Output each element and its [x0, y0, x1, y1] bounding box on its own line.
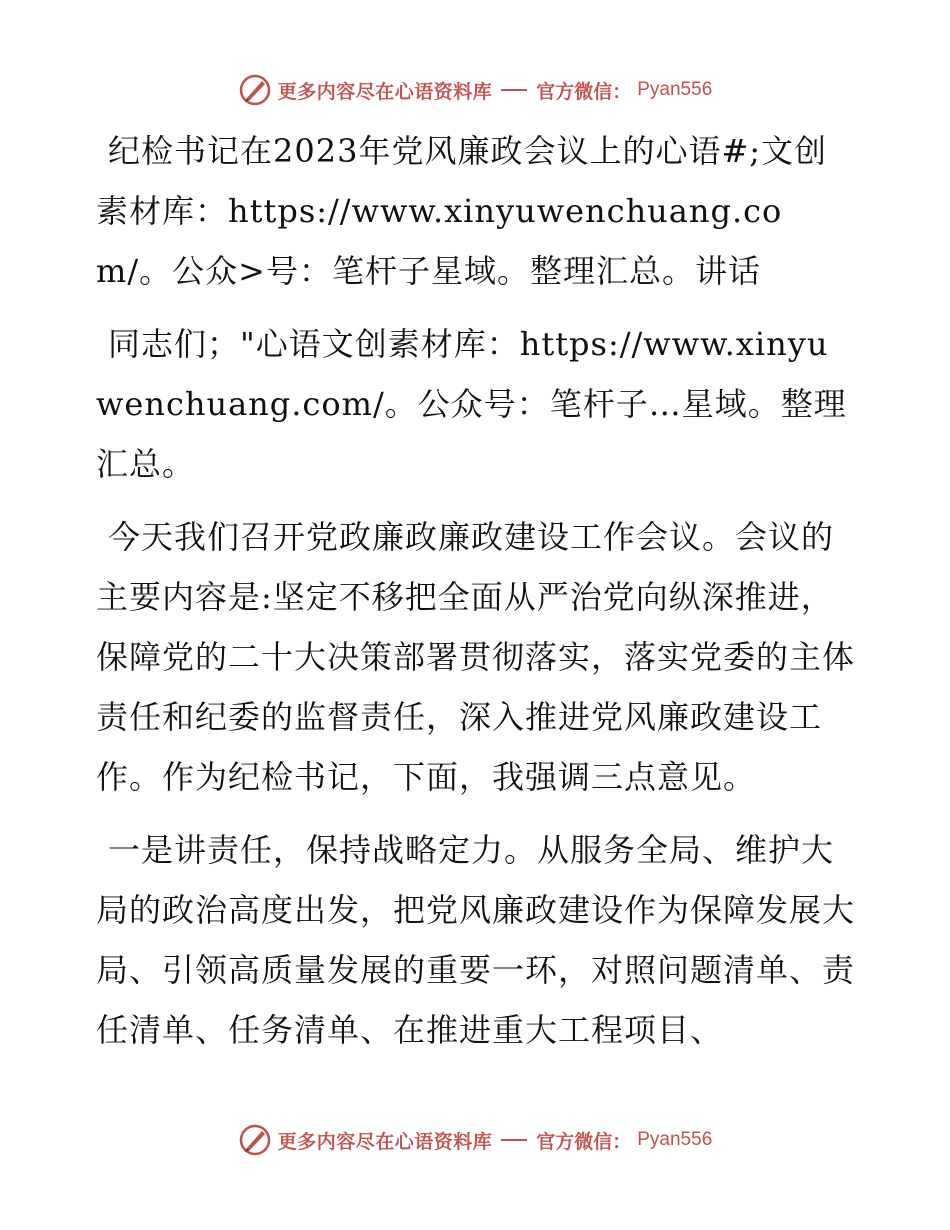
paragraph-intro: 今天我们召开党政廉政廉政建设工作会议。会议的主要内容是:坚定不移把全面从严治党向纵深推进，保障党的二十大决策部署贯彻落实，落实党委的主体责任和纪委的监督责任，深入推进党风廉政建设工作。作为纪检书记，下面，我强调三点意见。: [96, 518, 856, 796]
banner-dash: [501, 1139, 527, 1141]
banner-wechat-id: Pyan556: [637, 1129, 713, 1150]
paragraph-point-one: 一是讲责任，保持战略定力。从服务全局、维护大局的政治高度出发，把党风廉政建设作为保障发展大局、引领高质量发展的重要一环，对照问题清单、责任清单、任务清单、在推进重大工程项目、: [96, 831, 856, 1049]
paragraph-title: 纪检书记在2023年党风廉政会议上的心语#;文创素材库：https://www.xinyuwenchuang.com/。公众>号：笔杆子星域。整理汇总。讲话: [96, 132, 828, 290]
paragraph-greeting: 同志们；"心语文创素材库：https://www.xinyuwenchuang.com/。公众号：笔杆子…星域。整理汇总。: [96, 325, 847, 483]
footer-banner: [0, 1120, 950, 1160]
header-banner: [0, 70, 950, 110]
banner-slogan: 更多内容尽在心语资料库: [277, 1130, 493, 1153]
banner-wechat-label: 官方微信：: [536, 80, 632, 103]
banner-wechat-id: Pyan556: [637, 79, 713, 100]
banner-slogan: 更多内容尽在心语资料库: [277, 80, 493, 103]
banner-dash: [501, 89, 527, 91]
quill-logo-icon: [238, 1123, 272, 1157]
quill-logo-icon: [238, 73, 272, 107]
document-body: [96, 121, 856, 1073]
banner-wechat-label: 官方微信：: [536, 1130, 632, 1153]
